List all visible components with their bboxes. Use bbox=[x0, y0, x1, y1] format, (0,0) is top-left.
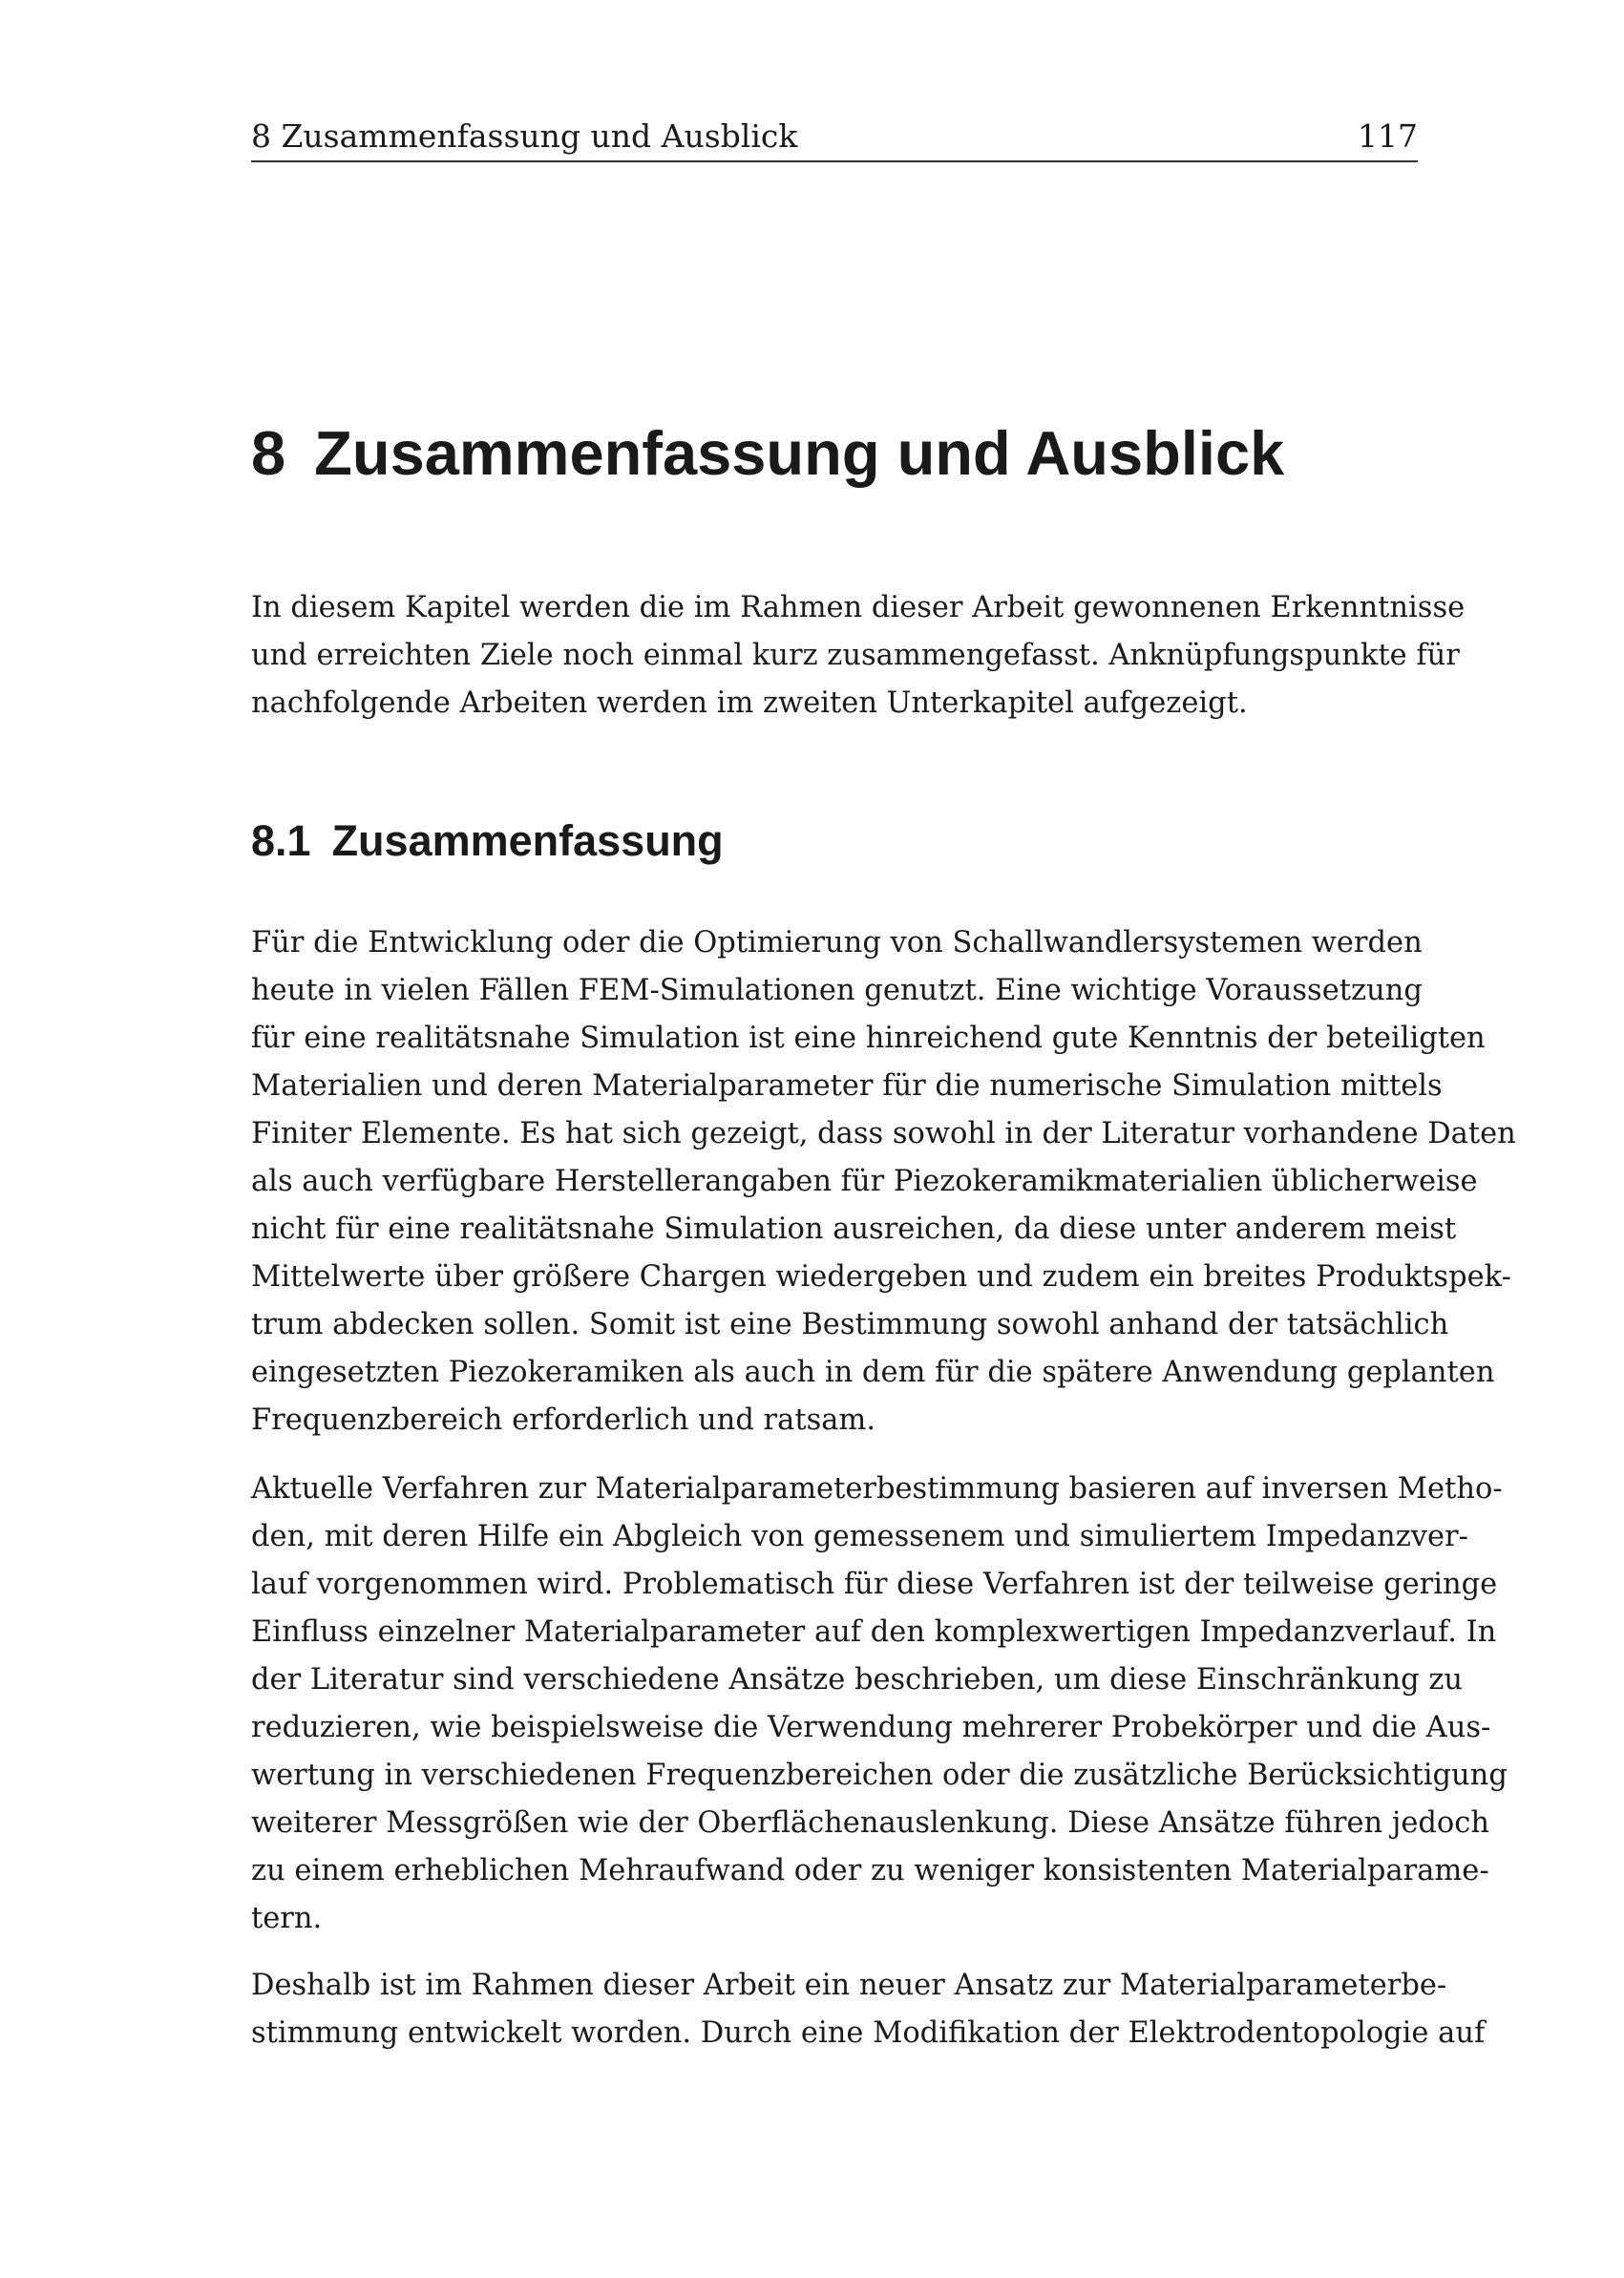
text-line: wertung in verschiedenen Frequenzbereichen oder die zusätzliche Berücksichtigung bbox=[251, 1759, 1508, 1792]
running-head bbox=[251, 113, 1418, 162]
text-line: als auch verfügbare Herstellerangaben für Piezokeramikmaterialien üblicherweise bbox=[251, 1165, 1478, 1198]
text-line: eingesetzten Piezokeramiken als auch in dem für die spätere Anwendung geplanten bbox=[251, 1356, 1495, 1389]
text-line: Einfluss einzelner Materialparameter auf den komplexwertigen Impedanzverlauf. In bbox=[251, 1615, 1497, 1649]
text-line: Für die Entwicklung oder die Optimierung von Schallwandlersystemen werden bbox=[251, 926, 1423, 960]
body-paragraph-3 bbox=[251, 1962, 1486, 2057]
text-line: heute in vielen Fällen FEM-Simulationen genutzt. Eine wichtige Voraussetzung bbox=[251, 974, 1423, 1007]
text-line: Frequenzbereich erforderlich und ratsam. bbox=[251, 1403, 876, 1437]
body-paragraph-2 bbox=[251, 1466, 1508, 1943]
text-line: der Literatur sind verschiedene Ansätze beschrieben, um diese Einschränkung zu bbox=[251, 1663, 1464, 1697]
text-line: Materialien und deren Materialparameter für die numerische Simulation mittels bbox=[251, 1069, 1443, 1103]
text-line: zu einem erheblichen Mehraufwand oder zu weniger konsistenten Materialparame- bbox=[251, 1854, 1489, 1888]
text-line: Mittelwerte über größere Chargen wiedergeben und zudem ein breites Produktspek- bbox=[251, 1260, 1511, 1294]
page-number: 117 bbox=[1358, 117, 1418, 155]
chapter-intro-paragraph bbox=[251, 584, 1466, 728]
text-line: trum abdecken sollen. Somit ist eine Bestimmung sowohl anhand der tatsächlich bbox=[251, 1308, 1449, 1341]
text-line: nachfolgende Arbeiten werden im zweiten Unterkapitel aufgezeigt. bbox=[251, 686, 1248, 720]
text-line: nicht für eine realitätsnahe Simulation ausreichen, da diese unter anderem meist bbox=[251, 1213, 1457, 1246]
chapter-number: 8 bbox=[251, 418, 286, 488]
text-line: In diesem Kapitel werden die im Rahmen dieser Arbeit gewonnenen Erkenntnisse bbox=[251, 591, 1466, 624]
running-head-title: 8 Zusammenfassung und Ausblick bbox=[251, 117, 798, 155]
text-line: reduzieren, wie beispielsweise die Verwendung mehrerer Probekörper und die Aus- bbox=[251, 1711, 1491, 1744]
chapter-title-text: Zusammenfassung und Ausblick bbox=[314, 418, 1285, 488]
section-title bbox=[251, 812, 724, 870]
text-line: Aktuelle Verfahren zur Materialparameterbestimmung basieren auf inversen Metho- bbox=[251, 1472, 1503, 1506]
body-paragraph-1 bbox=[251, 919, 1516, 1445]
text-line: tern. bbox=[251, 1902, 323, 1935]
text-line: lauf vorgenommen wird. Problematisch für diese Verfahren ist der teilweise geringe bbox=[251, 1568, 1498, 1601]
chapter-title bbox=[251, 415, 1284, 492]
text-line: Finiter Elemente. Es hat sich gezeigt, dass sowohl in der Literatur vorhandene Daten bbox=[251, 1117, 1516, 1150]
section-title-text: Zusammenfassung bbox=[331, 816, 724, 865]
section-number: 8.1 bbox=[251, 816, 311, 865]
text-line: und erreichten Ziele noch einmal kurz zusammengefasst. Anknüpfungspunkte für bbox=[251, 639, 1460, 672]
text-line: für eine realitätsnahe Simulation ist eine hinreichend gute Kenntnis der beteiligten bbox=[251, 1022, 1486, 1055]
text-line: stimmung entwickelt worden. Durch eine Modifikation der Elektrodentopologie auf bbox=[251, 2016, 1486, 2050]
text-line: den, mit deren Hilfe ein Abgleich von gemessenem und simuliertem Impedanzver- bbox=[251, 1520, 1468, 1553]
text-line: Deshalb ist im Rahmen dieser Arbeit ein neuer Ansatz zur Materialparameterbe- bbox=[251, 1969, 1447, 2002]
text-line: weiterer Messgrößen wie der Oberflächenauslenkung. Diese Ansätze führen jedoch bbox=[251, 1806, 1489, 1840]
